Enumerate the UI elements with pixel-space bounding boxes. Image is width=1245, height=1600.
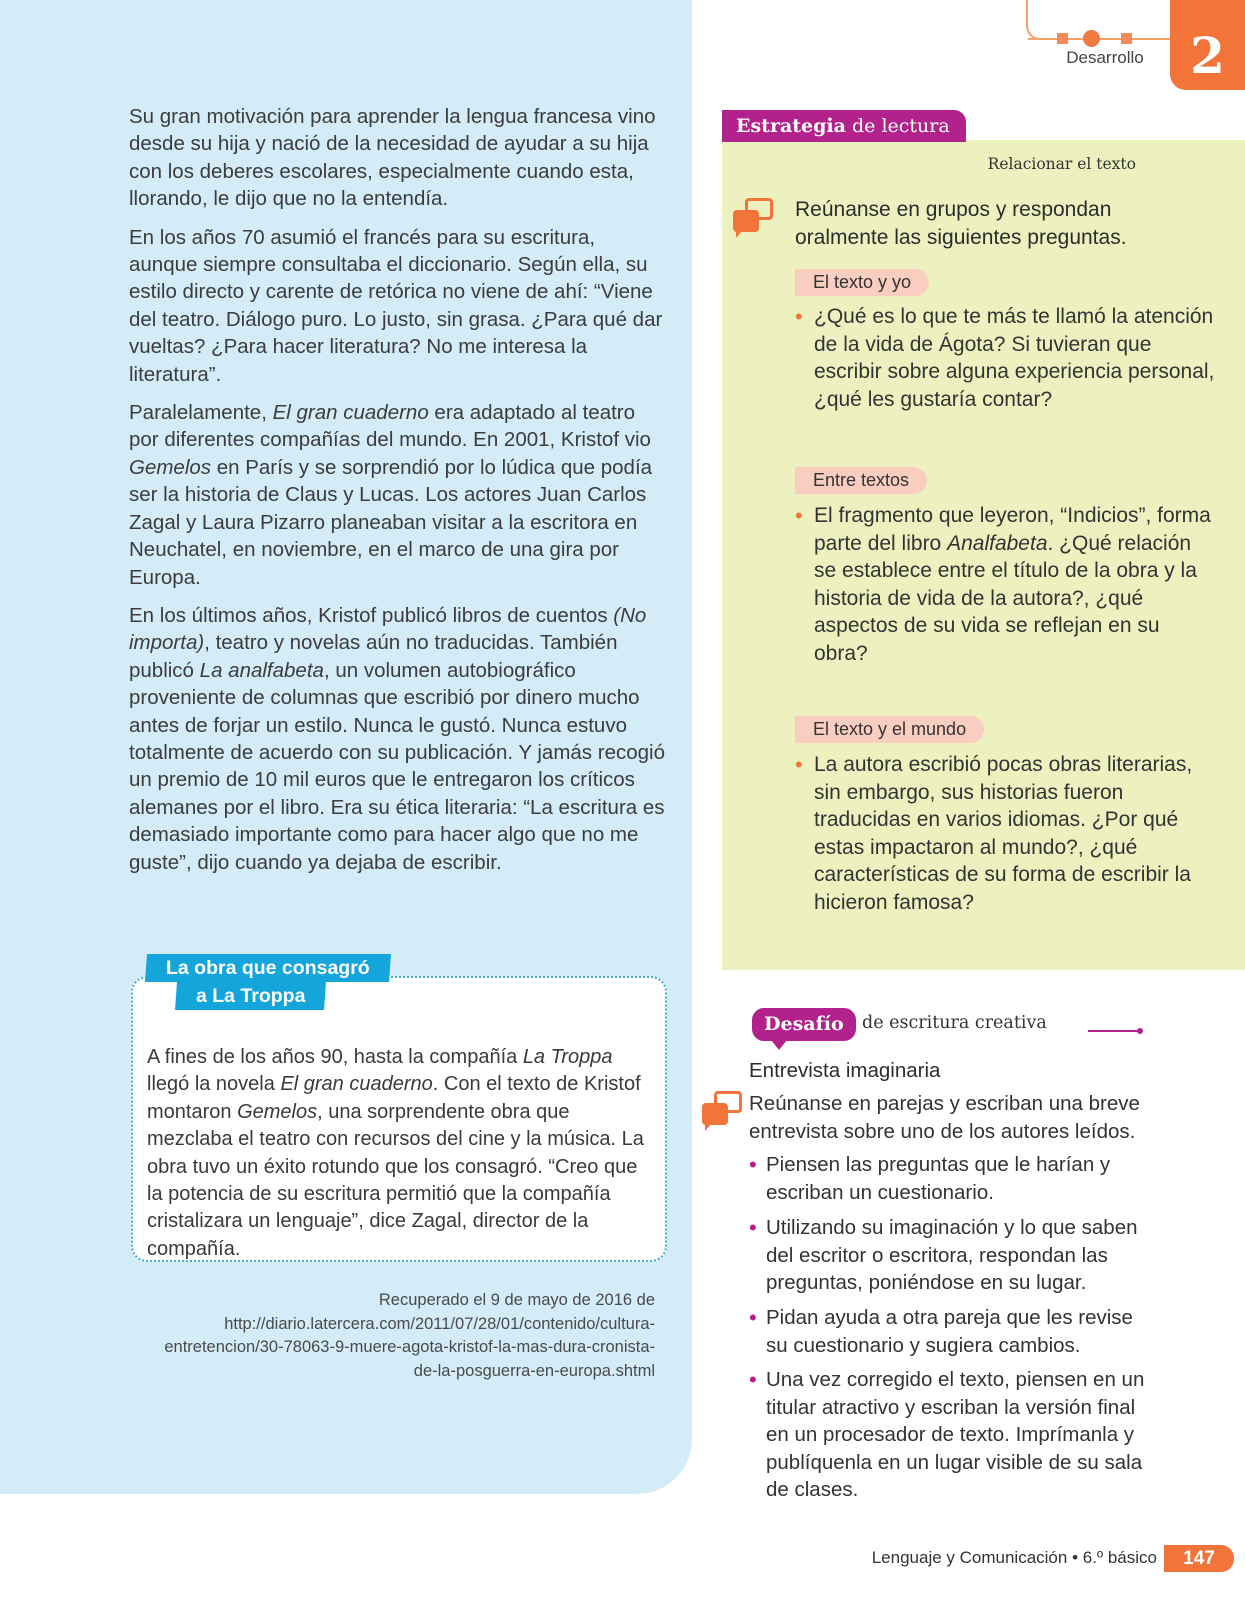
strategy-tab-bold: Estrategia — [736, 115, 846, 137]
text-run: El fragmento que leyeron, “Indicios”, forma parte del libro — [814, 504, 1211, 555]
italic-title: (No importa) — [129, 603, 647, 655]
paragraph — [129, 602, 669, 876]
progress-square-icon — [1121, 33, 1132, 44]
info-box-title-line1: La obra que consagró — [166, 957, 370, 979]
heading-underline — [1088, 1030, 1140, 1032]
section-label: Desarrollo — [1066, 48, 1144, 67]
italic-title: El gran cuaderno — [280, 1073, 433, 1096]
strategy-subtitle: Relacionar el texto — [987, 155, 1136, 173]
text-run: era adaptado al teatro por diferentes compañías del mundo. En 2001, Kristof vio — [129, 401, 651, 452]
paragraph — [129, 103, 669, 213]
bullet-icon: • — [749, 1152, 757, 1177]
bullet-icon: • — [795, 752, 803, 777]
creative-writing-tab: Desafío — [752, 1008, 856, 1041]
question-item — [795, 303, 1215, 413]
challenge-step: • Piensen las preguntas que le harían y escriban un cuestionario. — [749, 1152, 1111, 1204]
text-run: En los últimos años, Kristof publicó libros de cuentos — [129, 603, 614, 627]
progress-current-dot-icon — [1083, 30, 1100, 47]
info-box-title — [146, 954, 390, 1010]
text-run: En los años 70 asumió el francés para su escritura, aunque siempre consultaba el diccionario. Según ella, su estilo directo y carente de retórica no viene de ahí: “Viene del teatro. Diálogo puro. Lo justo, sin grasa. ¿Para qué dar vueltas? ¿Para hacer literatura? No me interesa la literatura”. — [129, 225, 663, 386]
progress-square-icon — [1057, 33, 1068, 44]
text-run: . Con el texto de Kristof montaron — [147, 1073, 641, 1123]
challenge-step: • Pidan ayuda a otra pareja que les revise su cuestionario y sugiera cambios. — [749, 1305, 1133, 1357]
italic-title: Analfabeta — [947, 531, 1048, 555]
info-box-text — [147, 1044, 653, 1263]
paragraph — [129, 224, 669, 388]
text-run: Paralelamente, — [129, 401, 273, 425]
text-run: ¿Qué es lo que te más te llamó la atención de la vida de Ágota? Si tuvieran que escribir sobre alguna experiencia personal, ¿qué les gustaría contar? — [814, 305, 1215, 411]
speech-tail-icon — [771, 1040, 787, 1050]
page-number: 147 — [1164, 1545, 1234, 1572]
citation-line: de-la-posguerra-en-europa.shtml — [413, 1361, 655, 1380]
italic-title: La Troppa — [522, 1046, 613, 1068]
section-pill-between-texts: Entre textos — [795, 467, 927, 494]
bullet-icon: • — [749, 1305, 757, 1330]
citation-line: entretencion/30-78063-9-muere-agota-kristof-la-mas-dura-cronista- — [164, 1338, 655, 1356]
text-run: , un volumen autobiográfico proveniente de columnas que escribió por dinero mucho antes de forjar un estilo. Nunca le gustó. Nunca estuvo totalmente de acuerdo con su publicación. Y jamás recogió un premio de 10 mil euros que le entregaron los críticos alemanes por el libro. Era su ética literaria: “La escritura es demasiado importante como para hacer algo que no me guste”, dijo cuando ya dejaba de escribir. — [129, 658, 665, 874]
italic-title: La analfabeta — [199, 658, 324, 682]
bullet-icon: • — [795, 304, 803, 329]
pair-discussion-icon — [700, 1089, 744, 1133]
italic-title: El gran cuaderno — [272, 401, 429, 425]
paragraph — [129, 399, 669, 591]
creative-writing-heading: de escritura creativa — [862, 1013, 1047, 1033]
info-box-title-line2: a La Troppa — [196, 985, 306, 1007]
article-body — [129, 103, 669, 887]
bullet-icon: • — [749, 1215, 757, 1240]
group-discussion-icon — [731, 196, 775, 240]
footer-subject: Lenguaje y Comunicación • 6.º básico — [871, 1548, 1157, 1567]
challenge-step: • Utilizando su imaginación y lo que saben del escritor o escritora, respondan las preguntas, poniéndose en su lugar. — [749, 1215, 1138, 1294]
text-run: . ¿Qué relación se establece entre el título de la obra y la historia de vida de la autora?, ¿qué aspectos de su vida se reflejan en su obra? — [814, 531, 1197, 665]
italic-title: Gemelos — [129, 455, 212, 479]
citation-line: Recuperado el 9 de mayo de 2016 de — [378, 1291, 655, 1309]
challenge-instructions: Reúnanse en parejas y escriban una breve entrevista sobre uno de los autores leídos. — [749, 1092, 1140, 1143]
challenge-step: • Una vez corregido el texto, piensen en un titular atractivo y escriban la versión final en un procesador de texto. Imprímanla y publíquenla en un lugar visible de su sala de clases. — [749, 1367, 1145, 1501]
text-run: , una sorprendente obra que mezclaba el teatro con recursos del cine y la música. La obra tuvo un éxito rotundo que los consagró. “Creo que la potencia de su escritura permitió que la compañía cristalizara un lenguaje”, dice Zagal, director de la compañía. — [147, 1100, 644, 1260]
text-run: llegó la novela — [147, 1073, 281, 1096]
text-run: en París y se sorprendió por lo lúdica que podía ser la historia de Claus y Lucas. Los actores Juan Carlos Zagal y Laura Pizarro planeaban visitar a la escritora en Neuchatel, en noviembre, en el marco de una gira por Europa. — [129, 455, 653, 589]
text-run: La autora escribió pocas obras literarias, sin embargo, sus historias fueron traducidas en varios idiomas. ¿Por qué estas impactaron al mundo?, ¿qué características de su forma de escribir la hicieron famosa? — [814, 753, 1193, 914]
bullet-icon: • — [795, 503, 803, 528]
question-item — [795, 502, 1215, 667]
info-box — [131, 976, 667, 1262]
strategy-instructions: Reúnanse en grupos y respondan oralmente las siguientes preguntas. — [795, 198, 1127, 249]
italic-title: Gemelos — [237, 1100, 318, 1123]
text-run: A fines de los años 90, hasta la compañía — [147, 1046, 523, 1068]
challenge-title: Entrevista imaginaria — [749, 1059, 941, 1082]
question-item — [795, 751, 1215, 916]
section-pill-text-and-world: El texto y el mundo — [795, 716, 984, 743]
chapter-number: 2 — [1170, 0, 1245, 90]
bullet-icon: • — [749, 1367, 757, 1392]
reading-strategy-tab — [722, 110, 966, 142]
header-decoration-curve — [1026, 16, 1046, 40]
strategy-tab-rest: de lectura — [845, 115, 950, 137]
text-run: , teatro y novelas aún no traducidas. También publicó — [129, 631, 618, 682]
section-pill-text-and-me: El texto y yo — [795, 269, 929, 296]
source-citation — [120, 1289, 655, 1383]
text-run: Su gran motivación para aprender la lengua francesa vino desde su hija y nació de la necesidad de ayudar a su hija con los deberes escolares, especialmente cuando esta, llorando, le dijo que no la entendía. — [129, 105, 656, 211]
citation-line: http://diario.latercera.com/2011/07/28/01/contenido/cultura- — [224, 1314, 655, 1333]
